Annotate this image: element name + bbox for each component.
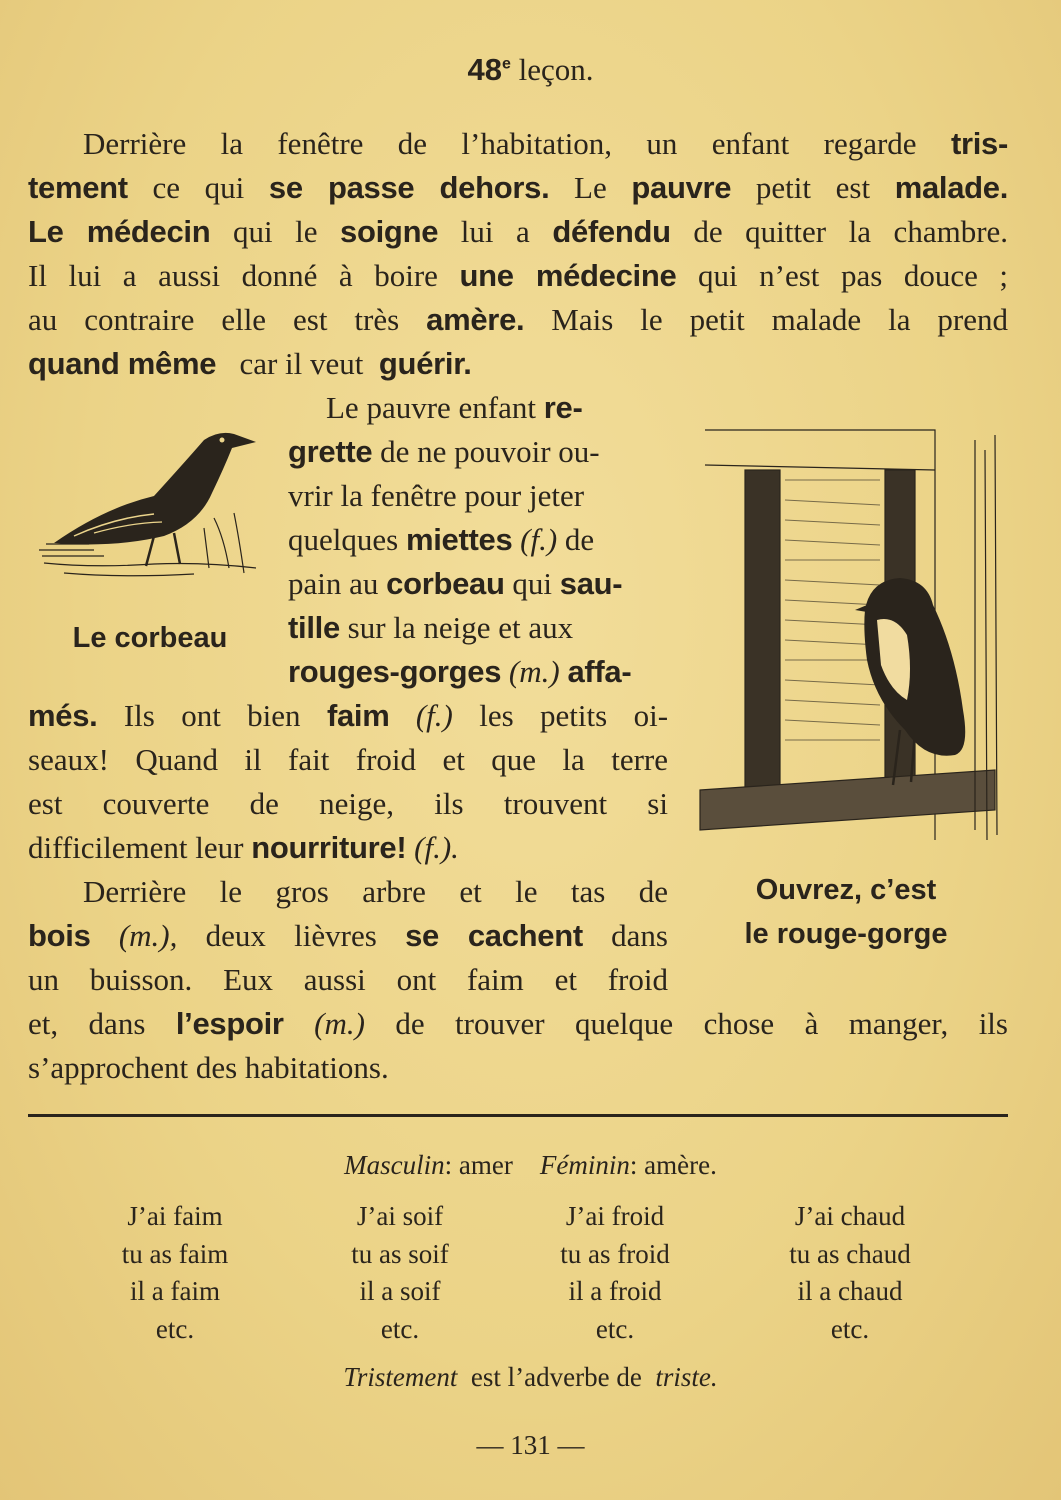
text-line: quand même car il veut guérir. — [28, 346, 472, 381]
text-line: pain au corbeau qui sau- — [288, 566, 623, 601]
text-line: Derrière la fenêtre de l’habitation, un enfant regarde tris- — [83, 126, 1009, 161]
text-line: Le médecin qui le soigne lui a défendu de quitter la chambre. — [28, 214, 1009, 249]
lesson-title — [0, 52, 1061, 88]
text-line: est couverte de neige, ils trouvent si — [28, 786, 668, 821]
conjugation-chaud: J’ai chaud tu as chaud il a chaud etc. — [789, 1201, 911, 1344]
text-line: un buisson. Eux aussi ont faim et froid — [28, 962, 668, 997]
text-line: et, dans l’espoir (m.) de trouver quelque chose à manger, ils — [28, 1006, 1008, 1041]
lesson-superscript: e — [501, 55, 511, 73]
text-line: bois (m.), deux lièvres se cachent dans — [28, 918, 668, 953]
lesson-number: 48 — [467, 52, 502, 87]
crow-illustration — [34, 418, 264, 598]
robin-caption-line: le rouge-gorge — [744, 918, 948, 950]
text-line: tille sur la neige et aux — [288, 610, 574, 645]
conjugation-froid: J’ai froid tu as froid il a froid etc. — [560, 1201, 670, 1344]
text-line: seaux! Quand il fait froid et que la terre — [28, 742, 668, 777]
robin-caption — [710, 868, 982, 956]
text-line: grette de ne pouvoir ou- — [288, 434, 600, 469]
robin-caption-line: Ouvrez, c’est — [755, 874, 937, 906]
conjugation-faim: J’ai faim tu as faim il a faim etc. — [121, 1201, 229, 1344]
text-line: rouges-gorges (m.) affa- — [288, 654, 632, 689]
text-line: s’approchent des habitations. — [28, 1050, 389, 1085]
divider-rule — [28, 1114, 1008, 1117]
text-line: difficilement leur nourriture! (f.). — [28, 830, 459, 865]
text-line: Le pauvre enfant re- — [326, 390, 583, 425]
lesson-word: leçon. — [518, 52, 594, 87]
robin-window-illustration — [695, 410, 1005, 860]
gender-example: Masculin: amer Féminin: amère. — [344, 1150, 717, 1180]
text-line: Il lui a aussi donné à boire une médecine qui n’est pas douce ; — [28, 258, 1009, 293]
text-line: au contraire elle est très amère. Mais le petit malade la prend — [28, 302, 1009, 337]
conjugation-soif: J’ai soif tu as soif il a soif etc. — [351, 1201, 449, 1344]
crow-caption: Le corbeau — [72, 622, 228, 654]
text-line: tement ce qui se passe dehors. Le pauvre petit est malade. — [28, 170, 1009, 205]
text-line: vrir la fenêtre pour jeter — [288, 478, 585, 513]
text-line: quelques miettes (f.) de — [288, 522, 595, 557]
adverb-note: Tristement est l’adverbe de triste. — [343, 1362, 718, 1392]
text-line: més. Ils ont bien faim (f.) les petits oi- — [28, 698, 669, 733]
page-number: — 131 — — [476, 1430, 585, 1460]
text-line: Derrière le gros arbre et le tas de — [83, 874, 668, 909]
